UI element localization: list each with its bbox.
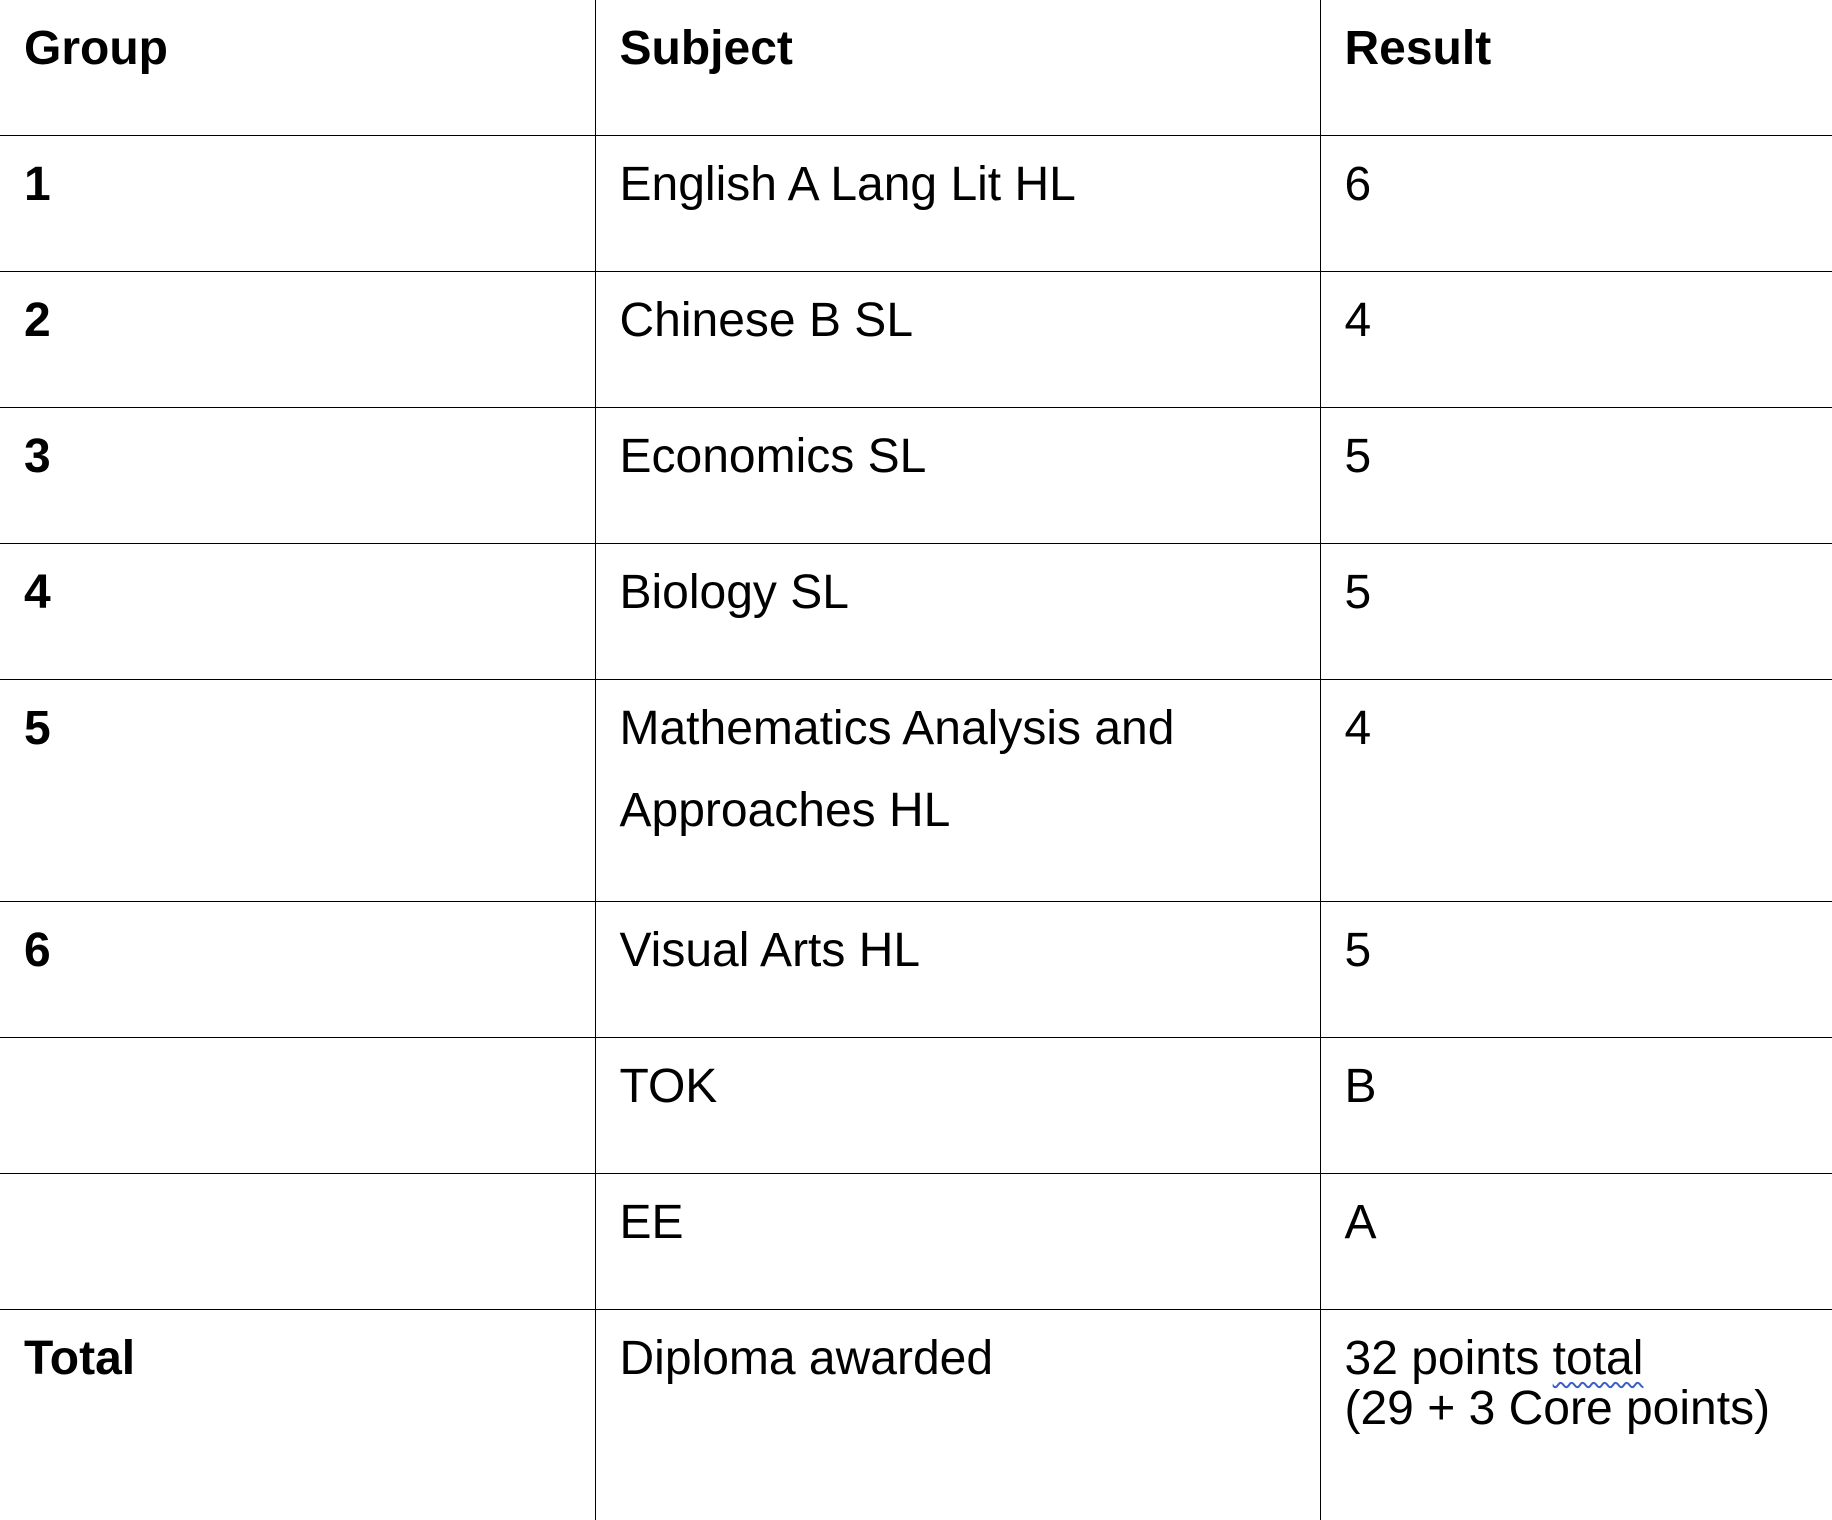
group-cell: 3 <box>0 407 595 543</box>
table-row <box>0 407 1832 543</box>
table-row <box>0 135 1832 271</box>
table-row <box>0 1037 1832 1173</box>
result-cell: 5 <box>1320 407 1832 543</box>
subject-cell: Economics SL <box>595 407 1320 543</box>
subject-cell: Biology SL <box>595 543 1320 679</box>
table-row <box>0 271 1832 407</box>
group-cell: 5 <box>0 679 595 901</box>
result-cell: 5 <box>1320 901 1832 1037</box>
subject-cell: English A Lang Lit HL <box>595 135 1320 271</box>
result-cell: 5 <box>1320 543 1832 679</box>
result-cell: A <box>1320 1173 1832 1309</box>
result-cell: 4 <box>1320 679 1832 901</box>
total-result <box>1320 1309 1832 1520</box>
total-word: total <box>1552 1331 1644 1385</box>
group-cell: 6 <box>0 901 595 1037</box>
subject-cell: TOK <box>595 1037 1320 1173</box>
group-cell: 1 <box>0 135 595 271</box>
result-cell: 6 <box>1320 135 1832 271</box>
total-label: Total <box>0 1309 595 1520</box>
subject-cell: Mathematics Analysis and Approaches HL <box>595 679 1320 901</box>
table-row <box>0 1173 1832 1309</box>
table-row <box>0 901 1832 1037</box>
group-cell: 4 <box>0 543 595 679</box>
group-cell <box>0 1173 595 1309</box>
header-result: Result <box>1320 0 1832 135</box>
header-subject: Subject <box>595 0 1320 135</box>
total-row <box>0 1309 1832 1520</box>
header-row <box>0 0 1832 135</box>
table-row <box>0 543 1832 679</box>
group-cell <box>0 1037 595 1173</box>
total-points: 32 points <box>1344 1331 1540 1385</box>
header-group: Group <box>0 0 595 135</box>
result-cell: B <box>1320 1037 1832 1173</box>
group-cell: 2 <box>0 271 595 407</box>
table-row <box>0 679 1832 901</box>
result-cell: 4 <box>1320 271 1832 407</box>
subject-cell: EE <box>595 1173 1320 1309</box>
total-subject: Diploma awarded <box>595 1309 1320 1520</box>
subject-cell: Chinese B SL <box>595 271 1320 407</box>
subject-cell: Visual Arts HL <box>595 901 1320 1037</box>
total-breakdown: (29 + 3 Core points) <box>1344 1381 1771 1435</box>
